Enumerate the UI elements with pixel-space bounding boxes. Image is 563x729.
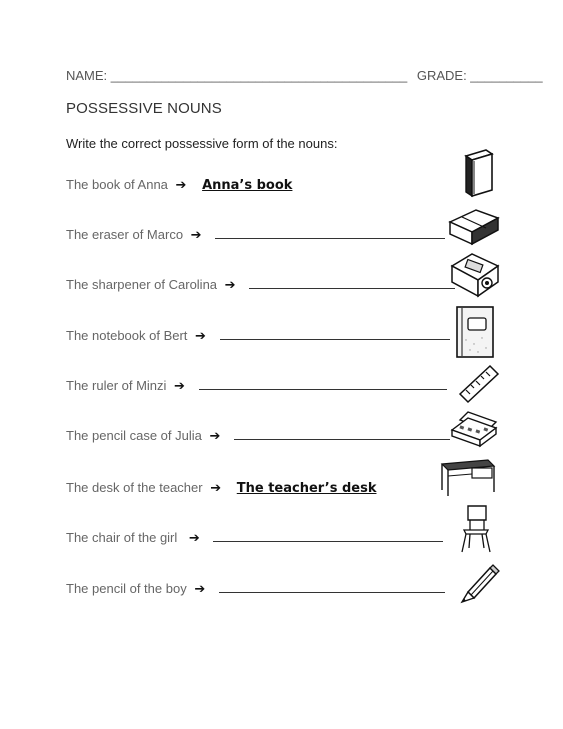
notebook-icon bbox=[454, 304, 496, 360]
exercise-row-7 bbox=[66, 479, 376, 497]
pencil-icon bbox=[458, 560, 500, 604]
sharpener-icon bbox=[446, 250, 502, 300]
row-prompt: The pencil case of Julia bbox=[66, 428, 202, 443]
arrow-icon: ➔ bbox=[210, 480, 222, 495]
answer-text[interactable]: The teacher’s desk bbox=[236, 481, 377, 496]
row-prompt: The chair of the girl bbox=[66, 530, 178, 545]
exercise-row-6 bbox=[66, 427, 450, 445]
arrow-icon: ➔ bbox=[195, 328, 206, 343]
name-label[interactable]: NAME: _________________________________________ bbox=[66, 68, 408, 83]
answer-blank[interactable] bbox=[249, 276, 455, 289]
exercise-row-8 bbox=[66, 529, 443, 547]
row-prompt: The eraser of Marco bbox=[66, 227, 184, 242]
exercise-row-9 bbox=[66, 580, 445, 598]
answer-blank[interactable] bbox=[215, 226, 445, 239]
exercise-row-3 bbox=[66, 276, 455, 294]
row-prompt: The ruler of Minzi bbox=[66, 378, 167, 393]
exercise-row-1 bbox=[66, 176, 292, 194]
arrow-icon: ➔ bbox=[194, 581, 206, 596]
answer-blank[interactable] bbox=[199, 377, 447, 390]
arrow-icon: ➔ bbox=[188, 530, 200, 545]
answer-blank[interactable] bbox=[213, 529, 443, 542]
exercise-row-5 bbox=[66, 377, 447, 395]
header-line bbox=[66, 68, 543, 83]
arrow-icon: ➔ bbox=[174, 378, 185, 393]
arrow-icon: ➔ bbox=[190, 227, 202, 242]
pencil-case-icon bbox=[448, 408, 500, 448]
arrow-icon: ➔ bbox=[224, 277, 236, 292]
answer-blank[interactable] bbox=[220, 327, 450, 340]
row-prompt: The sharpener of Carolina bbox=[66, 277, 218, 292]
row-prompt: The book of Anna bbox=[66, 177, 168, 192]
chair-icon bbox=[460, 504, 492, 554]
answer-blank[interactable] bbox=[219, 580, 445, 593]
page-title: POSSESSIVE NOUNS bbox=[66, 100, 222, 117]
answer-text[interactable]: Anna’s book bbox=[202, 178, 293, 193]
ruler-icon bbox=[458, 364, 502, 404]
exercise-row-2 bbox=[66, 226, 445, 244]
arrow-icon: ➔ bbox=[175, 177, 187, 192]
exercise-row-4 bbox=[66, 327, 450, 345]
grade-label[interactable]: GRADE: __________ bbox=[416, 68, 543, 83]
eraser-icon bbox=[446, 204, 502, 246]
book-icon bbox=[458, 148, 498, 198]
answer-blank[interactable] bbox=[234, 427, 450, 440]
instructions: Write the correct possessive form of the nouns: bbox=[66, 136, 338, 151]
arrow-icon: ➔ bbox=[209, 428, 221, 443]
row-prompt: The notebook of Bert bbox=[66, 328, 188, 343]
desk-icon bbox=[440, 456, 496, 500]
row-prompt: The desk of the teacher bbox=[66, 480, 203, 495]
row-prompt: The pencil of the boy bbox=[66, 581, 187, 596]
